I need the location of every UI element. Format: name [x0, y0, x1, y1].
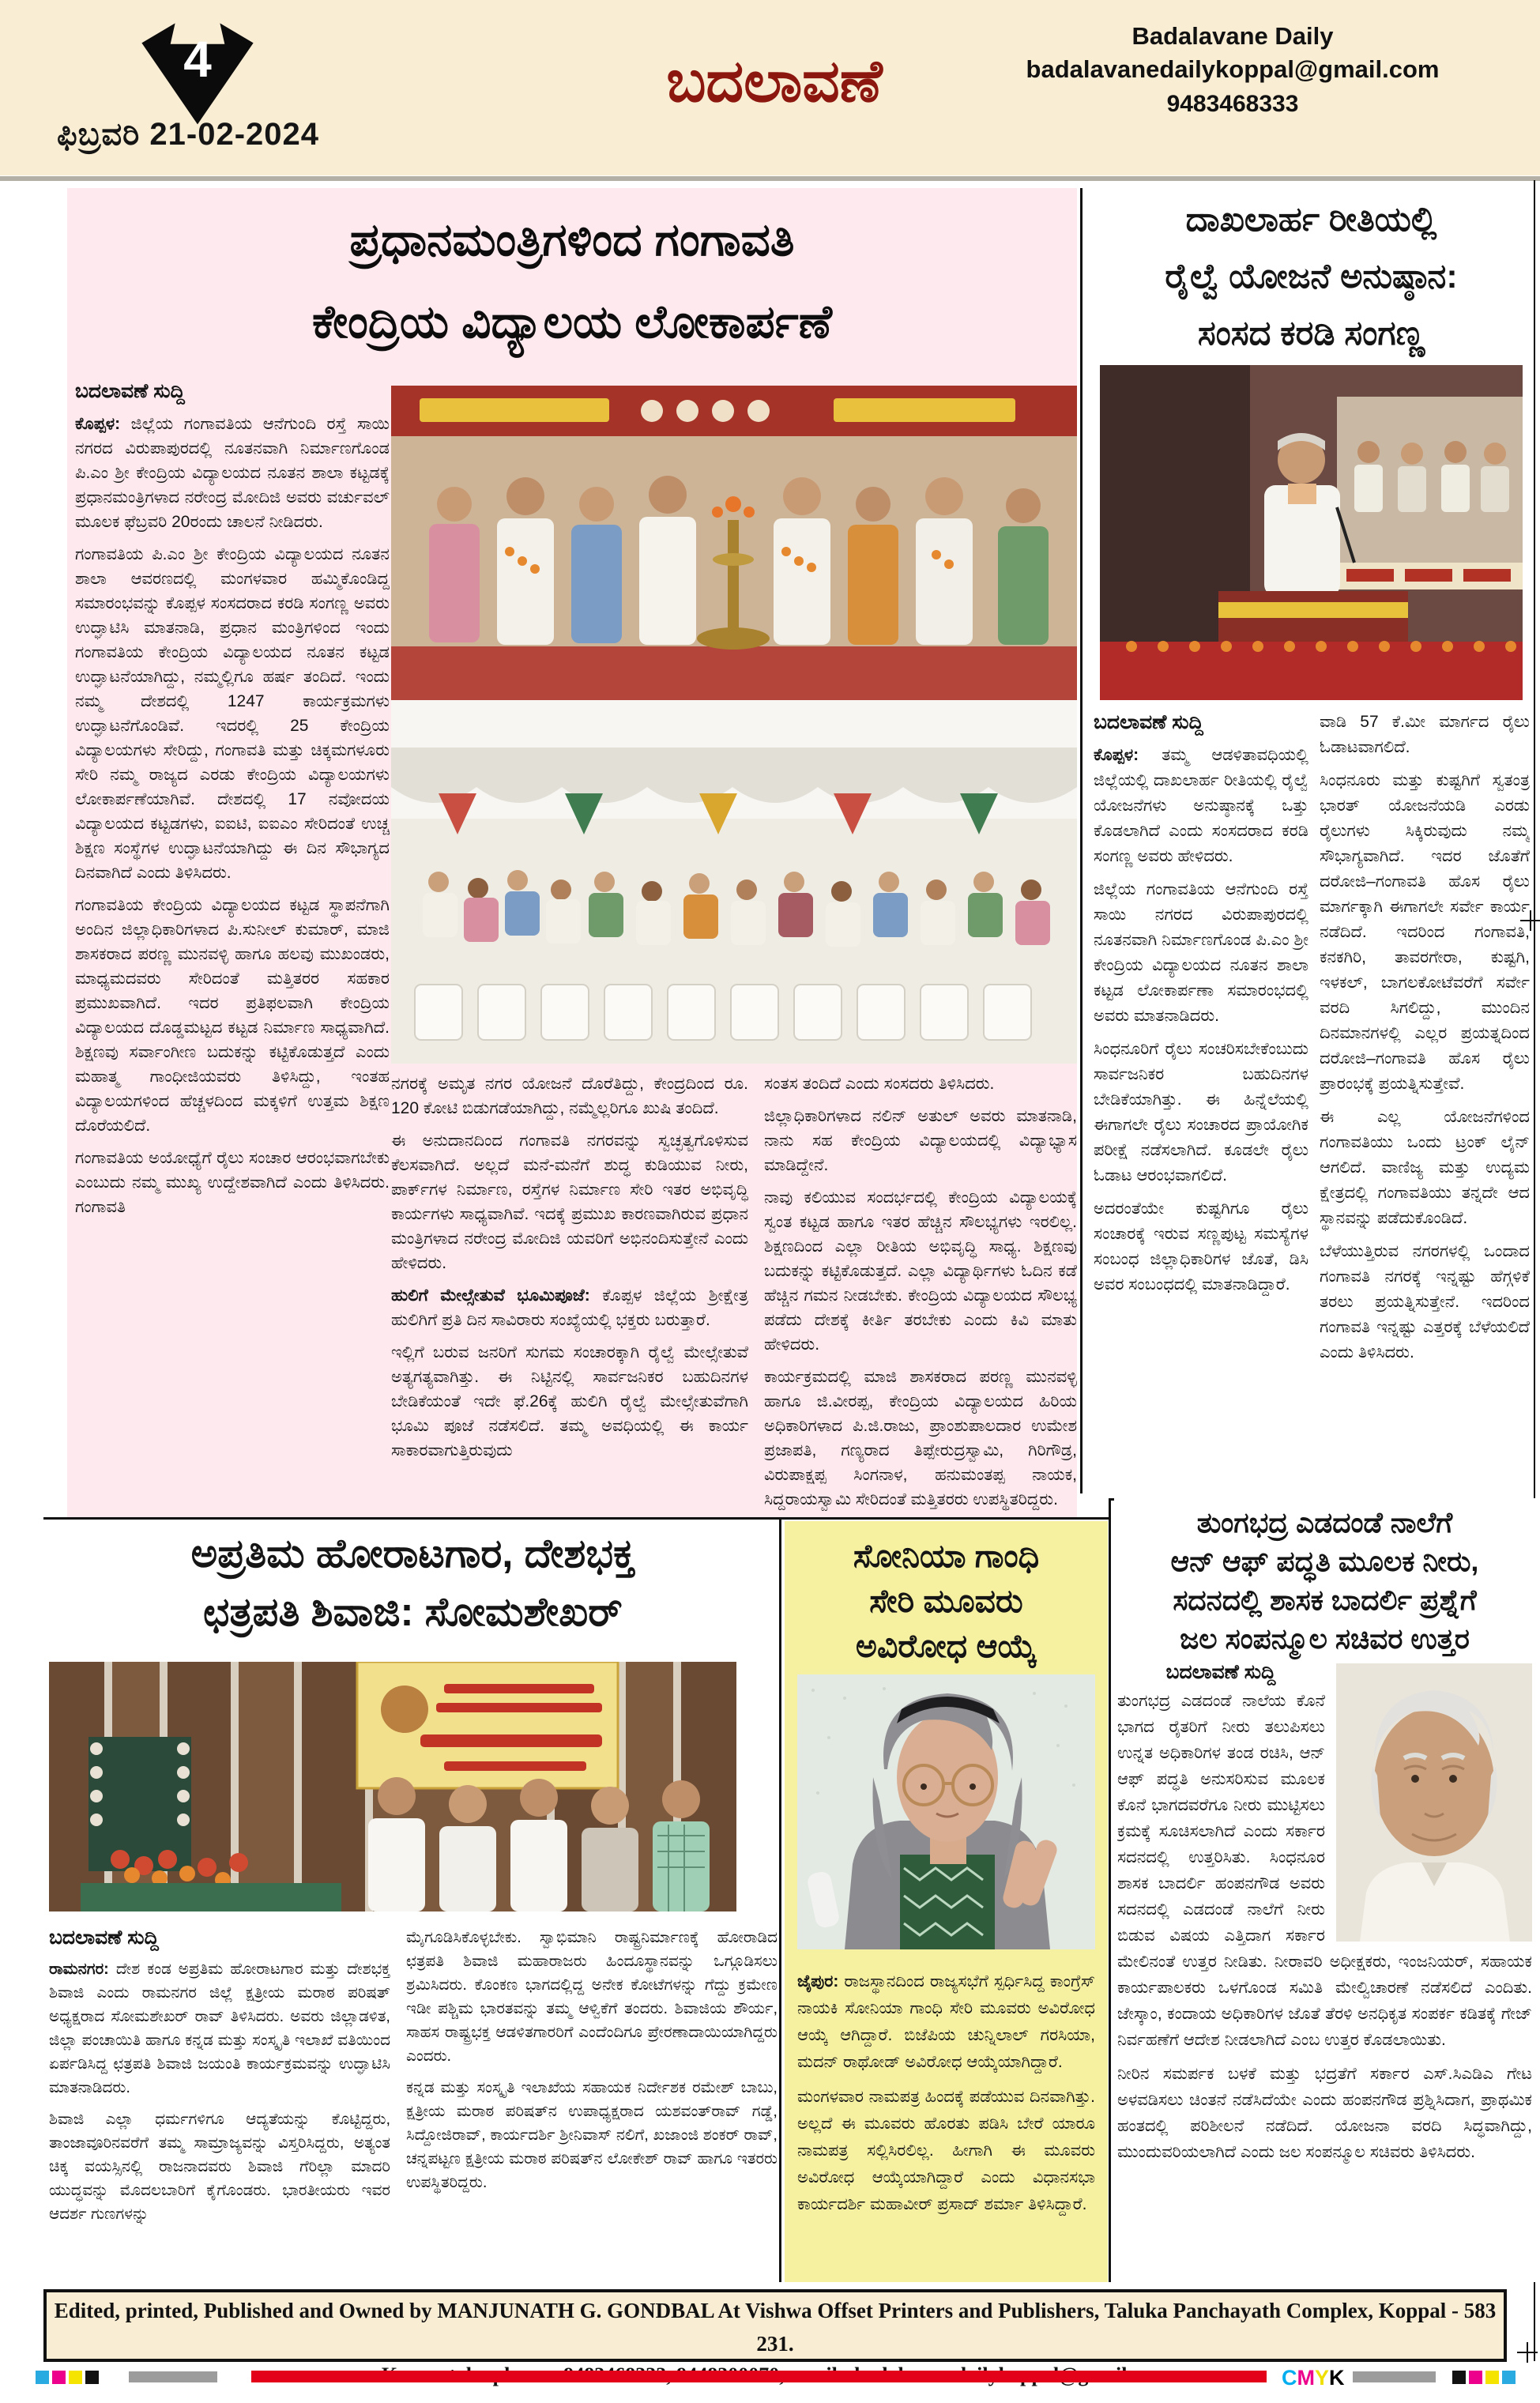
paragraph: ನೀರಿನ ಸಮರ್ಪಕ ಬಳಕೆ ಮತ್ತು ಭದ್ರತೆಗೆ ಸರ್ಕಾರ ಎಸ್.ಸಿಎಡಿಎ ಗೇಟ ಅಳವಡಿಸಲು ಚಿಂತನೆ ನಡೆಸಿದೆಯೇ ಎಂದು ಹಂಪನಗೌಡ ಪ್ರಶ್ನಿಸಿದಾಗ, ಪ್ರಾಥಮಿಕ ಹಂತದಲ್ಲಿ ಪರಿಶೀಲನೆ ನಡೆದಿದೆ. ಯೋಜನಾ ವರದಿ ಸಿದ್ಧವಾಗಿದ್ದು, ಮುಂದುವರಿಯಲಾಗಿದೆ ಎಂದು ಜಲ ಸಂಪನ್ಮೂಲ ಸಚಿವರು ತಿಳಿಸಿದರು.	[1117, 2065, 1532, 2161]
reg-square-magenta	[52, 2371, 66, 2384]
byline: ಬದಲಾವಣೆ ಸುದ್ದಿ	[49, 1927, 159, 1949]
shivaji-headline-line1: ಅಪ್ರತಿಮ ಹೋರಾಟಗಾರ, ದೇಶಭಕ್ತ	[190, 1531, 635, 1576]
paper-name-english: Badalavane Daily	[1131, 22, 1334, 50]
crop-mark-icon	[1517, 2342, 1538, 2363]
paragraph: ಕನ್ನಡ ಮತ್ತು ಸಂಸ್ಕೃತಿ ಇಲಾಖೆಯ ಸಹಾಯಕ ನಿರ್ದೇಶಕ ರಮೇಶ್ ಬಾಬು, ಕ್ಷತ್ರೀಯ ಮರಾಠ ಪರಿಷತ್‌ನ ಉಪಾಧ್ಯಕ್ಷರಾದ ಯಶವಂತ್‌ರಾವ್ ಗಡ್ಡೆ, ಸಿದ್ದೋಜಿರಾವ್, ಕಾರ್ಯದರ್ಶಿ ಶ್ರೀನಿವಾಸ್ ನಲಿಗೆ, ಖಜಾಂಜಿ ಶಂಕರ್ ರಾವ್, ಚನ್ನಪಟ್ಟಣ ಕ್ಷತ್ರೀಯ ಮರಾಠ ಪರಿಷತ್‌ನ ಲೋಕೇಶ್ ರಾವ್ ಹಾಗೂ ಇತರರು ಉಪಸ್ಥಿತರಿದ್ದರು.	[406, 2079, 778, 2191]
subhead: ಹುಲಿಗೆ ಮೇಲ್ಸೇತುವೆ ಭೂಮಿಪೂಜೆ:	[391, 1286, 590, 1305]
paragraph: ದೇಶ ಕಂಡ ಅಪ್ರತಿಮ ಹೋರಾಟಗಾರ ಮತ್ತು ದೇಶಭಕ್ತ ಶಿವಾಜಿ ಎಂದು ರಾಮನಗರ ಜಿಲ್ಲೆ ಕ್ಷತ್ರೀಯ ಮರಾಠ ಪರಿಷತ್ ಅಧ್ಯಕ್ಷರಾದ ಸೋಮಶೇಖರ್ ರಾವ್ ತಿಳಿಸಿದರು. ಅವರು ಜಿಲ್ಲಾಡಳಿತ, ಜಿಲ್ಲಾ ಪಂಚಾಯಿತಿ ಹಾಗೂ ಕನ್ನಡ ಮತ್ತು ಸಂಸ್ಕೃತಿ ಇಲಾಖೆ ವತಿಯಿಂದ ಏರ್ಪಡಿಸಿದ್ದ ಛತ್ರಪತಿ ಶಿವಾಜಿ ಜಯಂತಿ ಕಾರ್ಯಕ್ರಮವನ್ನು ಉದ್ಘಾಟಿಸಿ ಮಾತನಾಡಿದರು.	[49, 1960, 390, 2096]
railway-column-2	[1320, 710, 1530, 1486]
paragraph: ಮೈಗೂಡಿಸಿಕೊಳ್ಳಬೇಕು. ಸ್ವಾಭಿಮಾನಿ ರಾಷ್ಟ್ರನಿರ್ಮಾಣಕ್ಕೆ ಹೋರಾಡಿದ ಛತ್ರಪತಿ ಶಿವಾಜಿ ಮಹಾರಾಜರು ಹಿಂದೂಸ್ಥಾನವನ್ನು ಒಗ್ಗೂಡಿಸಲು ಶ್ರಮಿಸಿದರು. ಕೊಂಕಣ ಭಾಗದಲ್ಲಿದ್ದ ಅನೇಕ ಕೋಟೆಗಳನ್ನು ಗೆದ್ದು ಕ್ರಮೇಣ ಇಡೀ ಪಶ್ಚಿಮ ಭಾರತವನ್ನು ತಮ್ಮ ಆಳ್ವಿಕೆಗೆ ತಂದರು. ಶಿವಾಜಿಯ ಶೌರ್ಯ, ಸಾಹಸ ರಾಷ್ಟ್ರಭಕ್ತ ಆಡಳಿತಗಾರರಿಗೆ ಎಂದೆಂದಿಗೂ ಪ್ರೇರಣಾದಾಯಿಯಾಗಿದ್ದರು ಎಂದರು.	[406, 1929, 778, 2065]
paragraph: ತುಂಗಭದ್ರ ಎಡದಂಡೆ ನಾಲೆಯ ಕೊನೆ ಭಾಗದ ರೈತರಿಗೆ ನೀರು ತಲುಪಿಸಲು ಉನ್ನತ ಅಧಿಕಾರಿಗಳ ತಂಡ ರಚಿಸಿ, ಆನ್ ಆಫ್ ಪದ್ಧತಿ ಅನುಸರಿಸುವ ಮೂಲಕ ಕೊನೆ ಭಾಗದವರೆಗೂ ನೀರು ಮುಟ್ಟಿಸಲು ಕ್ರಮಕ್ಕೆ ಸೂಚಿಸಲಾಗಿದೆ ಎಂದು ಸರ್ಕಾರ ಸದನದಲ್ಲಿ ಉತ್ತರಿಸಿತು. ಸಿಂಧನೂರ ಶಾಸಕ ಬಾದರ್ಲಿ ಹಂಪನಗೌಡ ಅವರು ಸದನದಲ್ಲಿ ಎಡದಂಡೆ ನಾಲೆಗೆ ನೀರು ಬಿಡುವ ವಿಷಯ ಎತ್ತಿದಾಗ ಸರ್ಕಾರ ಮೇಲಿನಂತೆ ಉತ್ತರ ನೀಡಿತು. ನೀರಾವರಿ ಅಧೀಕ್ಷಕರು, ಇಂಜನಿಯರ್, ಸಹಾಯಕ ಕಾರ್ಯಪಾಲಕರು ಒಳಗೊಂಡ ಸಮಿತಿ ಮೇಲ್ವಿಚಾರಣೆ ನಡೆಸಲಿದೆ ಎಂದಿತು. ಜೇಸ್ಕಾಂ, ಕಂದಾಯ ಅಧಿಕಾರಿಗಳ ಜೊತೆ ತೆರಳಿ ಅನಧಿಕೃತ ಸಂಪರ್ಕ ಕಡಿತಕ್ಕೆ ಗೇಜ್ ನಿರ್ವಹಣೆಗೆ ಆದೇಶ ನೀಡಲಾಗಿದೆ ಎಂಬ ಉತ್ತರ ಕೊಡಲಾಯಿತು.	[1117, 1692, 1532, 2049]
imprint-line1: Edited, printed, Published and Owned by MANJUNATH G. GONDBAL At Vishwa Offset Printers and Publishers, Taluka Panchayath Complex, Koppal - 583 231.	[54, 2299, 1497, 2356]
reg-square-cyan	[36, 2371, 49, 2384]
railway-headline	[1089, 191, 1534, 362]
masthead-title: ಬದಲಾವಣೆ	[666, 48, 883, 114]
paragraph: ಇಲ್ಲಿಗೆ ಬರುವ ಜನರಿಗೆ ಸುಗಮ ಸಂಚಾರಕ್ಕಾಗಿ ರೈಲ್ವೆ ಮೇಲ್ಸೇತುವೆ ಅತ್ಯಗತ್ಯವಾಗಿತ್ತು. ಈ ನಿಟ್ಟಿನಲ್ಲಿ ಸಾರ್ವಜನಿಕರ ಬಹುದಿನಗಳ ಬೇಡಿಕೆಯಂತೆ ಇದೇ ಫೆ.26ಕ್ಕೆ ಹುಲಿಗಿ ರೈಲ್ವೆ ಮೇಲ್ಸೇತುವೆಗಾಗಿ ಭೂಮಿ ಪೂಜೆ ನಡೆಸಲಿದೆ. ತಮ್ಮ ಅವಧಿಯಲ್ಲಿ ಈ ಕಾರ್ಯ ಸಾಕಾರವಾಗುತ್ತಿರುವುದು	[391, 1343, 748, 1460]
dateline: ಜೈಪುರ:	[797, 1972, 839, 1991]
paragraph: ನಗರಕ್ಕೆ ಅಮೃತ ನಗರ ಯೋಜನೆ ದೊರೆತಿದ್ದು, ಕೇಂದ್ರದಿಂದ ರೂ. 120 ಕೋಟಿ ಬಿಡುಗಡೆಯಾಗಿದ್ದು, ನಮ್ಮೆಲ್ಲರಿಗೂ ಖುಷಿ ತಂದಿದೆ.	[391, 1075, 748, 1117]
mp-speech-podium-photo	[1100, 365, 1523, 700]
paragraph: ಬೆಳೆಯುತ್ತಿರುವ ನಗರಗಳಲ್ಲಿ ಒಂದಾದ ಗಂಗಾವತಿ ನಗರಕ್ಕೆ ಇನ್ನಷ್ಟು ಹೆಗ್ಗಳಿಕೆ ತರಲು ಪ್ರಯತ್ನಿಸುತ್ತೇನೆ. ಇದರಿಂದ ಗಂಗಾವತಿ ಇನ್ನಷ್ಟು ಎತ್ತರಕ್ಕೆ ಬೆಳೆಯಲಿದೆ ಎಂದು ತಿಳಿಸಿದರು.	[1320, 1242, 1530, 1362]
paragraph: ಸಿಂಧನೂರು ಮತ್ತು ಕುಷ್ಟಗಿಗೆ ಸ್ವತಂತ್ರ ಭಾರತ್ ಯೋಜನೆಯಡಿ ಎರಡು ರೈಲುಗಳು ಸಿಕ್ಕಿರುವುದು ನಮ್ಮ ಸೌಭಾಗ್ಯವಾಗಿದೆ. ಇದರ ಜೊತೆಗೆ ದರೋಜಿ–ಗಂಗಾವತಿ ಹೊಸ ರೈಲು ಮಾರ್ಗಕ್ಕಾಗಿ ಈಗಾಗಲೇ ಸರ್ವೇ ಕಾರ್ಯ ನಡೆದಿದೆ. ಇದರಿಂದ ಗಂಗಾವತಿ, ಕನಕಗಿರಿ, ತಾವರಗೇರಾ, ಕುಷ್ಟಗಿ, ಇಳಕಲ್, ಬಾಗಲಕೋಟೆವರೆಗೆ ಸರ್ವೇ ವರದಿ ಸಿಗಲಿದ್ದು, ಮುಂದಿನ ದಿನಮಾನಗಳಲ್ಲಿ ಎಲ್ಲರ ಪ್ರಯತ್ನದಿಂದ ದರೋಜಿ–ಗಂಗಾವತಿ ಹೊಸ ರೈಲು ಪ್ರಾರಂಭಕ್ಕೆ ಪ್ರಯತ್ನಿಸುತ್ತೇವೆ.	[1320, 771, 1530, 1093]
paragraph: ಸಂತಸ ತಂದಿದೆ ಎಂದು ಸಂಸದರು ತಿಳಿಸಿದರು.	[764, 1075, 995, 1093]
header-contact-block	[932, 21, 1533, 122]
paragraph: ಈ ಎಲ್ಲ ಯೋಜನೆಗಳಿಂದ ಗಂಗಾವತಿಯು ಒಂದು ಟ್ರಂಕ್ ಲೈನ್ ಆಗಲಿದೆ. ವಾಣಿಜ್ಯ ಮತ್ತು ಉದ್ಯಮ ಕ್ಷೇತ್ರದಲ್ಲಿ ಗಂಗಾವತಿಯು ತನ್ನದೇ ಆದ ಸ್ಥಾನವನ್ನು ಪಡೆದುಕೊಂಡಿದೆ.	[1320, 1108, 1530, 1227]
byline: ಬದಲಾವಣೆ ಸುದ್ದಿ	[1094, 711, 1203, 733]
reg-square-cyan-2	[1502, 2371, 1516, 2384]
main-headline-line1: ಪ್ರಧಾನಮಂತ್ರಿಗಳಿಂದ ಗಂಗಾವತಿ	[349, 214, 795, 266]
dateline: ರಾಮನಗರ:	[49, 1960, 109, 1978]
main-headline-line2: ಕೇಂದ್ರಿಯ ವಿದ್ಯಾಲಯ ಲೋಕಾರ್ಪಣೆ	[312, 296, 832, 348]
paragraph: ಮಂಗಳವಾರ ನಾಮಪತ್ರ ಹಿಂದಕ್ಕೆ ಪಡೆಯುವ ದಿನವಾಗಿತ್ತು. ಅಲ್ಲದೆ ಈ ಮೂವರು ಹೊರತು ಪಡಿಸಿ ಬೇರೆ ಯಾರೂ ನಾಮಪತ್ರ ಸಲ್ಲಿಸಿರಲಿಲ್ಲ. ಹೀಗಾಗಿ ಈ ಮೂವರು ಅವಿರೋಧ ಆಯ್ಕೆಯಾಗಿದ್ದಾರೆ ಎಂದು ವಿಧಾನಸಭಾ ಕಾರ್ಯದರ್ಶಿ ಮಹಾವೀರ್ ಪ್ರಸಾದ್ ಶರ್ಮಾ ತಿಳಿಸಿದ್ದಾರೆ.	[797, 2088, 1095, 2213]
cmyk-m: M	[1297, 2366, 1315, 2390]
dateline: ಕೊಪ್ಪಳ:	[1094, 746, 1139, 764]
cmyk-y: Y	[1315, 2366, 1330, 2390]
canal-article-text	[1117, 1688, 1532, 2273]
cmyk-c: C	[1282, 2366, 1297, 2390]
paragraph: ಜಿಲ್ಲೆಯ ಗಂಗಾವತಿಯ ಆನೆಗುಂದಿ ರಸ್ತೆ ಸಾಯಿ ನಗರದ ವಿರುಪಾಪುರದಲ್ಲಿ ನೂತನವಾಗಿ ನಿರ್ಮಾಣಗೊಂಡ ಪಿ.ಎಂ ಶ್ರೀ ಕೇಂದ್ರಿಯ ವಿದ್ಯಾಲಯದ ನೂತನ ಶಾಲಾ ಕಟ್ಟಡ ಲೋಕಾರ್ಪಣಾ ಸಮಾರಂಭದಲ್ಲಿ ಅವರು ಮಾತನಾಡಿದರು.	[1094, 880, 1308, 1025]
crowd-canopy-photo	[391, 700, 1077, 1064]
reg-gray-bar-left	[129, 2371, 217, 2382]
reg-gray-bar-right	[1353, 2371, 1436, 2382]
paragraph: ಕೊಪ್ಪಳ ಜಿಲ್ಲೆಯ ಶ್ರೀಕ್ಷೇತ್ರ ಹುಲಿಗಿಗೆ ಪ್ರತಿ ದಿನ ಸಾವಿರಾರು ಸಂಖ್ಯೆಯಲ್ಲಿ ಭಕ್ತರು ಬರುತ್ತಾರೆ.	[391, 1286, 748, 1329]
reg-square-yellow	[69, 2371, 82, 2384]
header-divider	[0, 176, 1540, 181]
paragraph: ಗಂಗಾವತಿಯ ಕೇಂದ್ರಿಯ ವಿದ್ಯಾಲಯದ ಕಟ್ಟಡ ಸ್ಥಾಪನೆಗಾಗಿ ಅಂದಿನ ಜಿಲ್ಲಾಧಿಕಾರಿಗಳಾದ ಪಿ.ಸುನೀಲ್ ಕುಮಾರ್, ಮಾಜಿ ಶಾಸಕರಾದ ಪರಣ್ಣ ಮುನವಳ್ಳಿ ಹಾಗೂ ಹಲವು ಮುಖಂಡರು, ಮಾಧ್ಯಮದವರು ಸೇರಿದಂತೆ ಮತ್ತಿತರರ ಸಹಕಾರ ಪ್ರಮುಖವಾಗಿದೆ. ಇದರ ಪ್ರತಿಫಲವಾಗಿ ಕೇಂದ್ರಿಯ ವಿದ್ಯಾಲಯದ ದೊಡ್ಡಮಟ್ಟದ ಕಟ್ಟಡ ನಿರ್ಮಾಣ ಸಾಧ್ಯವಾಗಿದೆ. ಶಿಕ್ಷಣವು ಸರ್ವಾಂಗೀಣ ಬದುಕನ್ನು ಕಟ್ಟಿಕೊಡುತ್ತದೆ ಎಂದು ಮಹಾತ್ಮ ಗಾಂಧೀಜಿಯವರು ತಿಳಿಸಿದ್ದು, ಇಂತಹ ವಿದ್ಯಾಲಯಗಳಿಂದ ಹೆಚ್ಚಳದಿಂದ ಮಕ್ಕಳಿಗೆ ಉತ್ತಮ ಶಿಕ್ಷಣ ದೊರೆಯಲಿದೆ.	[75, 896, 390, 1135]
canal-headline	[1114, 1503, 1535, 1658]
crop-mark-icon	[1520, 910, 1540, 931]
sonia-headline	[785, 1534, 1108, 1669]
shivaji-headline-line2: ಛತ್ರಪತಿ ಶಿವಾಜಿ: ಸೋಮಶೇಖರ್	[203, 1589, 623, 1634]
divider-bottom-col1	[779, 1517, 781, 2282]
divider-main-rail	[1080, 188, 1083, 1493]
shivaji-jayanti-event-photo	[49, 1662, 736, 1911]
main-article-column-2	[391, 1072, 748, 1511]
reg-square-black	[85, 2371, 99, 2384]
paragraph: ಶಿವಾಜಿ ಎಲ್ಲಾ ಧರ್ಮಗಳಿಗೂ ಆದ್ಯತೆಯನ್ನು ಕೊಟ್ಟಿದ್ದರು, ತಾಂಜಾವೂರಿನವರೆಗೆ ತಮ್ಮ ಸಾಮ್ರಾಜ್ಯವನ್ನು ವಿಸ್ತರಿಸಿದ್ದರು, ಅತ್ಯಂತ ಚಿಕ್ಕ ವಯಸ್ಸಿನಲ್ಲಿ ರಾಜನಾದವರು ಶಿವಾಜಿ ಗೆರಿಲ್ಲಾ ಮಾದರಿ ಯುದ್ಧವನ್ನು ಮೊದಲಬಾರಿಗೆ ಕೈಗೊಂಡರು. ಭಾರತೀಯರು ಇವರ ಆದರ್ಶ ಗುಣಗಳನ್ನು	[49, 2111, 390, 2223]
issue-date: ಫಿಬ್ರವರಿ 21-02-2024	[57, 117, 320, 152]
divider-bottom-col2	[1109, 1498, 1111, 2282]
sonia-gandhi-photo	[797, 1674, 1095, 1949]
paragraph: ತಮ್ಮ ಆಡಳಿತಾವಧಿಯಲ್ಲಿ ಜಿಲ್ಲೆಯಲ್ಲಿ ದಾಖಲಾರ್ಹ ರೀತಿಯಲ್ಲಿ ರೈಲ್ವೆ ಯೋಜನೆಗಳು ಅನುಷ್ಠಾನಕ್ಕೆ ಒತ್ತು ಕೊಡಲಾಗಿದೆ ಎಂದು ಸಂಸದರಾದ ಕರಡಿ ಸಂಗಣ್ಣ ಅವರು ಹೇಳಿದರು.	[1094, 746, 1308, 865]
cmyk-k: K	[1329, 2366, 1345, 2390]
reg-square-magenta-2	[1469, 2371, 1482, 2384]
paragraph: ವಾಡಿ 57 ಕೆ.ಮೀ ಮಾರ್ಗದ ರೈಲು ಓಡಾಟವಾಗಲಿದೆ.	[1320, 713, 1530, 756]
paragraph: ಕಾರ್ಯಕ್ರಮದಲ್ಲಿ ಮಾಜಿ ಶಾಸಕರಾದ ಪರಣ್ಣ ಮುನವಳ್ಳಿ ಹಾಗೂ ಜಿ.ವೀರಪ್ಪ, ಕೇಂದ್ರಿಯ ವಿದ್ಯಾಲಯದ ಹಿರಿಯ ಅಧಿಕಾರಿಗಳಾದ ಪಿ.ಜಿ.ರಾಜು, ಪ್ರಾಂಶುಪಾಲದಾರ ಉಮೇಶ ಪ್ರಜಾಪತಿ, ಗಣ್ಯರಾದ ತಿಪ್ಪೇರುದ್ರಸ್ವಾಮಿ, ಗಿರಿಗೌಡ್ರ, ವಿರುಪಾಕ್ಷಪ್ಪ ಸಿಂಗನಾಳ, ಹನುಮಂತಪ್ಪ ನಾಯಕ, ಸಿದ್ದರಾಯಸ್ವಾಮಿ ಸೇರಿದಂತೆ ಮತ್ತಿತರರು ಉಪಸ್ಥಿತರಿದ್ದರು.	[764, 1368, 1077, 1508]
railway-headline-line2: ರೈಲ್ವೆ ಯೋಜನೆ ಅನುಷ್ಠಾನ:	[1165, 258, 1458, 296]
article-railway	[1089, 188, 1534, 1493]
byline: ಬದಲಾವಣೆ ಸುದ್ದಿ	[1165, 1661, 1276, 1683]
main-article-column-3	[764, 1072, 1077, 1511]
paragraph: ಜಿಲ್ಲೆಯ ಗಂಗಾವತಿಯ ಆನೆಗುಂದಿ ರಸ್ತೆ ಸಾಯಿ ನಗರದ ವಿರುಪಾಪುರದಲ್ಲಿ ನೂತನವಾಗಿ ನಿರ್ಮಾಣಗೊಂಡ ಪಿ.ಎಂ ಶ್ರೀ ಕೇಂದ್ರಿಯ ವಿದ್ಯಾಲಯದ ನೂತನ ಶಾಲಾ ಕಟ್ಟಡಕ್ಕೆ ಪ್ರಧಾನಮಂತ್ರಿಗಳಾದ ನರೇಂದ್ರ ಮೋದಿಜಿ ಅವರು ವರ್ಚುವಲ್ ಮೂಲಕ ಫೆಬ್ರವರಿ 20ರಂದು ಚಾಲನೆ ನೀಡಿದರು.	[75, 415, 390, 531]
paper-email: badalavanedailykoppal@gmail.com	[1026, 55, 1440, 83]
header-band	[0, 0, 1540, 175]
main-headline	[67, 199, 1077, 363]
paragraph: ಸಿಂಧನೂರಿಗೆ ರೈಲು ಸಂಚರಿಸಬೇಕೆಂಬುದು ಸಾರ್ವಜನಿಕರ ಬಹುದಿನಗಳ ಬೇಡಿಕೆಯಾಗಿತ್ತು. ಈ ಹಿನ್ನೆಲೆಯಲ್ಲಿ ಈಗಾಗಲೇ ರೈಲು ಸಂಚಾರದ ಪ್ರಾಯೋಗಿಕ ಪರೀಕ್ಷೆ ನಡೆಸಲಾಗಿದೆ. ಕೂಡಲೇ ರೈಲು ಓಡಾಟ ಆರಂಭವಾಗಲಿದೆ.	[1094, 1040, 1308, 1185]
photo-wrap-spacer	[1325, 1688, 1532, 1949]
paragraph: ಈ ಅನುದಾನದಿಂದ ಗಂಗಾವತಿ ನಗರವನ್ನು ಸ್ವಚ್ಛತ್ವಗೊಳಿಸುವ ಕೆಲಸವಾಗಿದೆ. ಅಲ್ಲದೆ ಮನೆ-ಮನೆಗೆ ಶುದ್ಧ ಕುಡಿಯುವ ನೀರು, ಪಾರ್ಕ್‌ಗಳ ನಿರ್ಮಾಣ, ರಸ್ತೆಗಳ ನಿರ್ಮಾಣ ಸೇರಿ ಇತರ ಅಭಿವೃದ್ಧಿ ಕಾರ್ಯಗಳು ಸಾಧ್ಯವಾಗಿವೆ. ಇದಕ್ಕೆ ಪ್ರಮುಖ ಕಾರಣವಾಗಿರುವ ಪ್ರಧಾನ ಮಂತ್ರಿಗಳಾದ ನರೇಂದ್ರ ಮೋದಿಜಿ ಯವರಿಗೆ ಅಭಿನಂದಿಸುತ್ತೇನೆ ಎಂದು ಹೇಳಿದರು.	[391, 1132, 748, 1272]
sonia-headline-line1: ಸೋನಿಯಾ ಗಾಂಧಿ	[853, 1538, 1040, 1574]
paragraph: ಅದರಂತೆಯೇ ಕುಷ್ಟಗಿಗೂ ರೈಲು ಸಂಚಾರಕ್ಕೆ ಇರುವ ಸಣ್ಣಪುಟ್ಟ ಸಮಸ್ಯೆಗಳ ಸಂಬಂಧ ಜಿಲ್ಲಾಧಿಕಾರಿಗಳ ಜೊತೆ, ಡಿಸಿ ಅವರ ಸಂಬಂಧದಲ್ಲಿ ಮಾತನಾಡಿದ್ದಾರೆ.	[1094, 1200, 1308, 1294]
byline: ಬದಲಾವಣೆ ಸುದ್ದಿ	[75, 380, 185, 402]
reg-red-bar	[251, 2371, 1267, 2382]
paragraph: ಗಂಗಾವತಿಯ ಅಯೋಧ್ಯೆಗೆ ರೈಲು ಸಂಚಾರ ಆರಂಭವಾಗಬೇಕು ಎಂಬುದು ನಮ್ಮ ಮುಖ್ಯ ಉದ್ದೇಶವಾಗಿದೆ ಎಂದು ತಿಳಿಸಿದರು. ಗಂಗಾವತಿ	[75, 1149, 390, 1216]
paragraph: ನಾವು ಕಲಿಯುವ ಸಂದರ್ಭದಲ್ಲಿ ಕೇಂದ್ರಿಯ ವಿದ್ಯಾಲಯಕ್ಕೆ ಸ್ವಂತ ಕಟ್ಟಡ ಹಾಗೂ ಇತರ ಹೆಚ್ಚಿನ ಸೌಲಭ್ಯಗಳು ಇರಲಿಲ್ಲ. ಶಿಕ್ಷಣದಿಂದ ಎಲ್ಲಾ ರೀತಿಯ ಅಭಿವೃದ್ಧಿ ಸಾಧ್ಯ. ಶಿಕ್ಷಣವು ಬದುಕನ್ನು ಕಟ್ಟಿಕೊಡುತ್ತದೆ. ಎಲ್ಲಾ ವಿದ್ಯಾರ್ಥಿಗಳು ಓದಿನ ಕಡೆ ಹೆಚ್ಚಿನ ಗಮನ ನೀಡಬೇಕು. ಕೇಂದ್ರಿಯ ವಿದ್ಯಾಲಯದ ಸೌಲಭ್ಯ ಪಡೆದು ದೇಶಕ್ಕೆ ಕೀರ್ತಿ ತರಬೇಕು ಎಂದು ಕಿವಿ ಮಾತು ಹೇಳಿದರು.	[764, 1188, 1077, 1354]
shivaji-column-1	[49, 1926, 390, 2278]
divider-bottom-left	[43, 1517, 1110, 1520]
article-canal	[1114, 1498, 1535, 2282]
dateline: ಕೊಪ್ಪಳ:	[75, 415, 121, 433]
sonia-article-text	[797, 1968, 1095, 2269]
canal-headline-line1: ತುಂಗಭದ್ರ ಎಡದಂಡೆ ನಾಲೆಗೆ	[1196, 1506, 1453, 1539]
railway-headline-line3: ಸಂಸದ ಕರಡಿ ಸಂಗಣ್ಣ	[1197, 314, 1425, 352]
reg-square-yellow-2	[1485, 2371, 1499, 2384]
imprint-box	[43, 2289, 1507, 2362]
main-article-column-1	[75, 379, 390, 1508]
railway-headline-line1: ದಾಖಲಾರ್ಹ ರೀತಿಯಲ್ಲಿ	[1185, 201, 1437, 239]
lamp-lighting-ceremony-photo	[391, 386, 1077, 700]
canal-headline-line3: ಸದನದಲ್ಲಿ ಶಾಸಕ ಬಾದರ್ಲಿ ಪ್ರಶ್ನೆಗೆ	[1173, 1584, 1477, 1616]
article-sonia	[785, 1521, 1108, 2282]
page-number: 4	[183, 31, 212, 88]
paragraph: ರಾಜಸ್ಥಾನದಿಂದ ರಾಜ್ಯಸಭೆಗೆ ಸ್ಪರ್ಧಿಸಿದ್ದ ಕಾಂಗ್ರೆಸ್ ನಾಯಕಿ ಸೋನಿಯಾ ಗಾಂಧಿ ಸೇರಿ ಮೂವರು ಅವಿರೋಧ ಆಯ್ಕೆ ಆಗಿದ್ದಾರೆ. ಬಿಜೆಪಿಯ ಚುನ್ನಿಲಾಲ್ ಗರಸಿಯಾ, ಮದನ್ ರಾಥೋಡ್ ಅವಿರೋಧ ಆಯ್ಕೆಯಾಗಿದ್ದಾರೆ.	[797, 1972, 1095, 2071]
paper-phone: 9483468333	[1166, 91, 1299, 117]
shivaji-column-2	[406, 1926, 778, 2278]
shivaji-headline	[47, 1524, 778, 1641]
canal-headline-line4: ಜಲ ಸಂಪನ್ಮೂಲ ಸಚಿವರ ಉತ್ತರ	[1180, 1622, 1470, 1655]
cmyk-label	[1282, 2366, 1345, 2390]
railway-column-1	[1094, 710, 1308, 1486]
paragraph: ಜಿಲ್ಲಾಧಿಕಾರಿಗಳಾದ ನಲಿನ್ ಅತುಲ್ ಅವರು ಮಾತನಾಡಿ, ನಾನು ಸಹ ಕೇಂದ್ರಿಯ ವಿದ್ಯಾಲಯದಲ್ಲಿ ವಿದ್ಯಾಭ್ಯಾಸ ಮಾಡಿದ್ದೇನೆ.	[764, 1107, 1077, 1174]
article-main-vidyalaya	[67, 188, 1077, 1517]
paragraph: ಗಂಗಾವತಿಯ ಪಿ.ಎಂ ಶ್ರೀ ಕೇಂದ್ರಿಯ ವಿದ್ಯಾಲಯದ ನೂತನ ಶಾಲಾ ಆವರಣದಲ್ಲಿ ಮಂಗಳವಾರ ಹಮ್ಮಿಕೊಂಡಿದ್ದ ಸಮಾರಂಭವನ್ನು ಕೊಪ್ಪಳ ಸಂಸದರಾದ ಕರಡಿ ಸಂಗಣ್ಣ ಅವರು ಉದ್ಘಾಟಿಸಿ ಮಾತನಾಡಿ, ಪ್ರಧಾನ ಮಂತ್ರಿಗಳಿಂದ ಇಂದು ಗಂಗಾವತಿಯ ಕೇಂದ್ರಿಯ ವಿದ್ಯಾಲಯದ ನೂತನ ಕಟ್ಟಡ ಉದ್ಘಾಟನೆಯಾಗಿದ್ದು, ನಮ್ಮಲ್ಲಿಗೂ ಹರ್ಷ ತಂದಿದೆ. ಇಂದು ನಮ್ಮ ದೇಶದಲ್ಲಿ 1247 ಕಾರ್ಯಕ್ರಮಗಳು ಉದ್ಘಾಟನೆಗೊಂಡಿವೆ. ಇದರಲ್ಲಿ 25 ಕೇಂದ್ರಿಯ ವಿದ್ಯಾಲಯಗಳು ಸೇರಿದ್ದು, ಗಂಗಾವತಿ ಮತ್ತು ಚಿಕ್ಕಮಗಳೂರು ಸೇರಿ ನಮ್ಮ ರಾಜ್ಯದ ಎರಡು ಕೇಂದ್ರಿಯ ವಿದ್ಯಾಲಯಗಳು ಲೋಕಾರ್ಪಣೆಯಾಗಿವೆ. ದೇಶದಲ್ಲಿ 17 ನವೋದಯ ವಿದ್ಯಾಲಯದ ಕಟ್ಟಡಗಳು, ಐಐಟಿ, ಐಐಎಂ ಸೇರಿದಂತೆ ಉಚ್ಚ ಶಿಕ್ಷಣ ಸಂಸ್ಥೆಗಳ ಉದ್ಘಾಟನೆಯಾಗಿದ್ದು ಈ ದಿನ ಸೌಭಾಗ್ಯದ ದಿನವಾಗಿದೆ ಎಂದು ತಿಳಿಸಿದರು.	[75, 545, 390, 882]
reg-square-black-2	[1452, 2371, 1466, 2384]
canal-headline-line2: ಆನ್ ಆಫ್ ಪದ್ಧತಿ ಮೂಲಕ ನೀರು,	[1170, 1545, 1479, 1577]
sonia-headline-line2: ಸೇರಿ ಮೂವರು	[869, 1583, 1023, 1619]
sonia-headline-line3: ಅವಿರೋಧ ಆಯ್ಕೆ	[855, 1628, 1037, 1664]
article-shivaji	[47, 1521, 778, 2282]
